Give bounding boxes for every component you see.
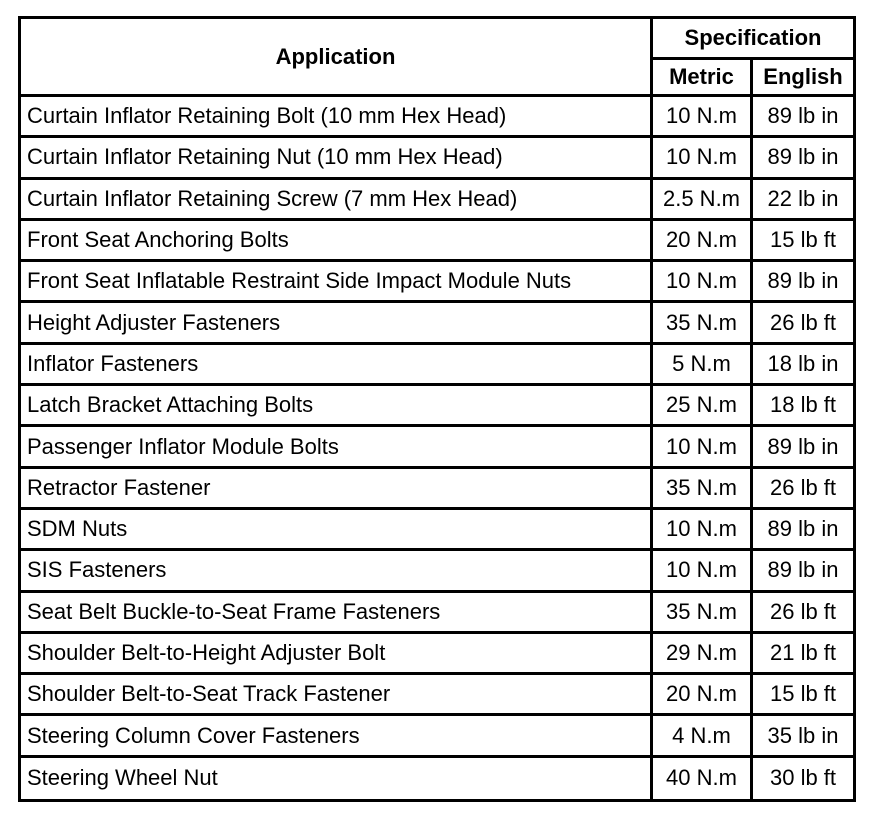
english-cell: 15 lb ft [753,675,853,716]
application-cell: SIS Fasteners [21,551,653,592]
metric-cell: 10 N.m [653,427,753,468]
english-cell: 89 lb in [753,510,853,551]
english-cell: 26 lb ft [753,303,853,344]
application-cell: Inflator Fasteners [21,345,653,386]
table-row [21,386,853,427]
table-row [21,97,853,138]
english-cell: 22 lb in [753,180,853,221]
metric-cell: 20 N.m [653,675,753,716]
table-row [21,180,853,221]
application-cell: Front Seat Inflatable Restraint Side Impact Module Nuts [21,262,653,303]
metric-cell: 35 N.m [653,593,753,634]
application-cell: Curtain Inflator Retaining Nut (10 mm Hex Head) [21,138,653,179]
table-row [21,345,853,386]
table-row [21,138,853,179]
metric-cell: 25 N.m [653,386,753,427]
english-cell: 26 lb ft [753,593,853,634]
application-cell: Front Seat Anchoring Bolts [21,221,653,262]
table-row [21,510,853,551]
metric-cell: 29 N.m [653,634,753,675]
table-row [21,675,853,716]
application-cell: SDM Nuts [21,510,653,551]
table-row [21,593,853,634]
metric-cell: 10 N.m [653,138,753,179]
metric-cell: 10 N.m [653,97,753,138]
english-cell: 15 lb ft [753,221,853,262]
table-row [21,716,853,757]
application-cell: Passenger Inflator Module Bolts [21,427,653,468]
table-row [21,427,853,468]
metric-cell: 10 N.m [653,510,753,551]
application-cell: Shoulder Belt-to-Seat Track Fastener [21,675,653,716]
specification-table [18,16,856,802]
table-row [21,634,853,675]
metric-cell: 4 N.m [653,716,753,757]
english-cell: 89 lb in [753,427,853,468]
application-cell: Height Adjuster Fasteners [21,303,653,344]
application-cell: Shoulder Belt-to-Height Adjuster Bolt [21,634,653,675]
metric-cell: 40 N.m [653,758,753,799]
application-cell: Steering Wheel Nut [21,758,653,799]
application-cell: Retractor Fastener [21,469,653,510]
metric-header: Metric [653,60,753,97]
table-header [21,19,853,97]
english-cell: 18 lb in [753,345,853,386]
table-row [21,262,853,303]
english-header: English [753,60,853,97]
metric-cell: 10 N.m [653,551,753,592]
english-cell: 30 lb ft [753,758,853,799]
application-cell: Curtain Inflator Retaining Bolt (10 mm Hex Head) [21,97,653,138]
table-row [21,551,853,592]
table-row [21,303,853,344]
metric-cell: 2.5 N.m [653,180,753,221]
english-cell: 89 lb in [753,262,853,303]
metric-cell: 35 N.m [653,469,753,510]
english-cell: 18 lb ft [753,386,853,427]
application-cell: Latch Bracket Attaching Bolts [21,386,653,427]
english-cell: 89 lb in [753,551,853,592]
english-cell: 89 lb in [753,138,853,179]
english-cell: 26 lb ft [753,469,853,510]
table-row [21,758,853,799]
application-cell: Steering Column Cover Fasteners [21,716,653,757]
english-cell: 35 lb in [753,716,853,757]
table-row [21,469,853,510]
application-cell: Curtain Inflator Retaining Screw (7 mm Hex Head) [21,180,653,221]
application-header: Application [21,19,653,97]
english-cell: 21 lb ft [753,634,853,675]
table-body [21,97,853,799]
metric-cell: 20 N.m [653,221,753,262]
specification-header: Specification [653,19,853,60]
english-cell: 89 lb in [753,97,853,138]
metric-cell: 10 N.m [653,262,753,303]
application-cell: Seat Belt Buckle-to-Seat Frame Fasteners [21,593,653,634]
metric-cell: 35 N.m [653,303,753,344]
table-row [21,221,853,262]
metric-cell: 5 N.m [653,345,753,386]
